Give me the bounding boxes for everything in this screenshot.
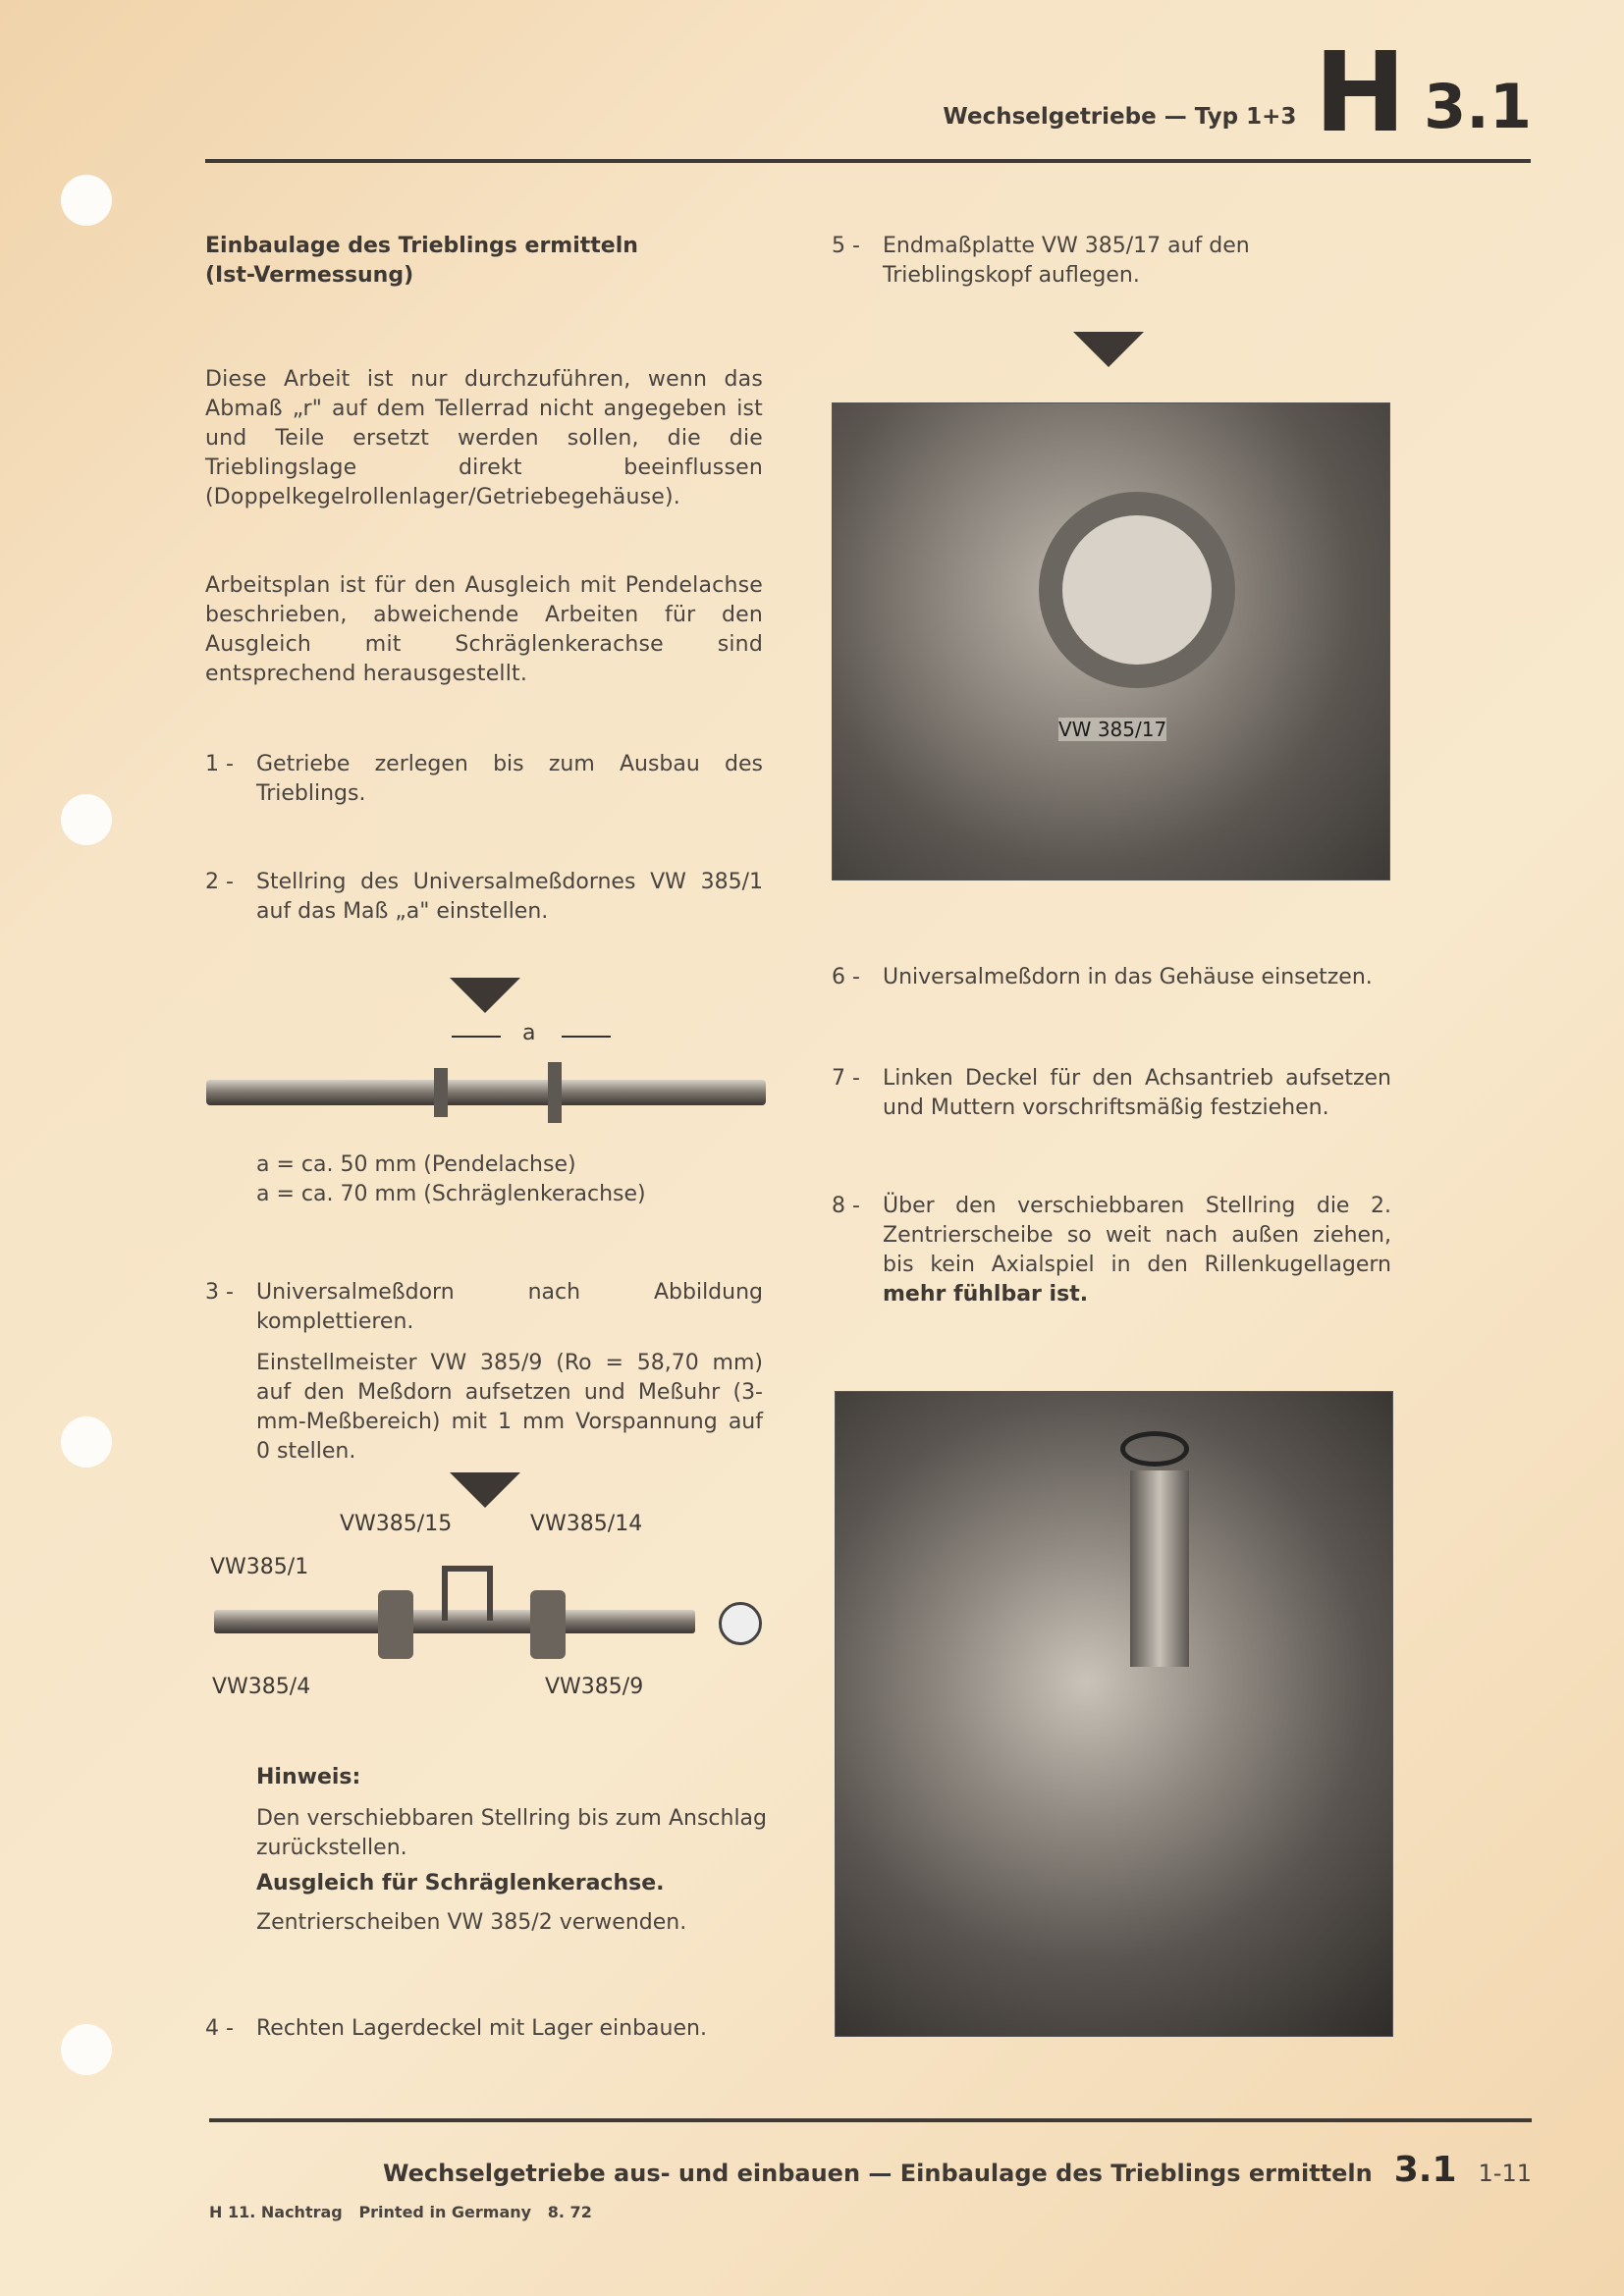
- photo-gearbox-housing: [832, 402, 1390, 881]
- step-number: 6 -: [832, 965, 860, 989]
- footer-rule: [209, 2118, 1532, 2122]
- step-3: [205, 1278, 763, 1467]
- assembled-mandrel-diagram: [206, 1512, 785, 1708]
- label-vw385-14: VW385/14: [530, 1512, 643, 1536]
- note-bold: Ausgleich für Schräglenkerachse.: [256, 1871, 665, 1896]
- left-column: [205, 232, 763, 927]
- photo-mandrel-in-gearbox: [835, 1391, 1393, 2037]
- label-vw385-4: VW385/4: [212, 1675, 311, 1699]
- step-text: Linken Deckel für den Achsantrieb aufsetzen und Muttern vorschriftsmäßig festziehen.: [883, 1066, 1391, 1120]
- step-text: Über den verschiebbaren Stellring die 2. Zentrierscheibe so weit nach außen ziehen, bis kein Axialspiel in den Rillenkugellagern: [883, 1194, 1391, 1277]
- dimension-label-a: a: [522, 1021, 536, 1045]
- step-text-detail: Einstellmeister VW 385/9 (Ro = 58,70 mm) auf den Meßdorn aufsetzen und Meßuhr (3-mm-Meßbereich) mit 1 mm Vorspannung auf 0 stellen.: [256, 1351, 763, 1464]
- step-text: Stellring des Universalmeßdornes VW 385/1 auf das Maß „a" einstellen.: [256, 870, 763, 924]
- note-text: Den verschiebbaren Stellring bis zum Anschlag zurückstellen.: [256, 1806, 767, 1860]
- step-7: [832, 1064, 1391, 1123]
- punch-hole: [61, 175, 112, 226]
- step-6: [832, 963, 1391, 992]
- step-4: [205, 2014, 763, 2044]
- step-text: Getriebe zerlegen bis zum Ausbau des Trieblings.: [256, 752, 763, 806]
- pointer-arrow-icon: [1073, 332, 1144, 367]
- page-header: [943, 29, 1532, 157]
- section-heading: Einbaulage des Trieblings ermitteln: [205, 234, 638, 258]
- step-number: 4 -: [205, 2016, 234, 2041]
- section-letter: H: [1314, 29, 1407, 157]
- step-text: Universalmeßdorn in das Gehäuse einsetzen.: [883, 965, 1373, 989]
- header-rule: [205, 159, 1531, 163]
- footer-title: Wechselgetriebe aus- und einbauen — Einbaulage des Trieblings ermitteln: [382, 2160, 1373, 2187]
- measuring-mandrel-diagram: [206, 1021, 766, 1131]
- note-text-2: Zentrierscheiben VW 385/2 verwenden.: [256, 1910, 687, 1935]
- dial-gauge-icon: [719, 1602, 762, 1645]
- plan-paragraph: Arbeitsplan ist für den Ausgleich mit Pendelachse beschrieben, abweichende Arbeiten für den Ausgleich mit Schräglenkerachse sind entsprechend herausgestellt.: [205, 573, 763, 686]
- dimension-a-pendelachse: a = ca. 50 mm (Pendelachse): [256, 1152, 576, 1177]
- pointer-arrow-icon: [450, 978, 520, 1013]
- punch-hole: [61, 794, 112, 845]
- dimension-a-schraeglenker: a = ca. 70 mm (Schräglenkerachse): [256, 1182, 646, 1206]
- label-vw385-1: VW385/1: [210, 1555, 309, 1579]
- step-text: Rechten Lagerdeckel mit Lager einbauen.: [256, 2016, 707, 2041]
- step-number: 8 -: [832, 1194, 860, 1218]
- step-number: 5 -: [832, 234, 860, 258]
- note-title: Hinweis:: [256, 1765, 361, 1789]
- step-number: 3 -: [205, 1280, 234, 1305]
- step-5: [832, 232, 1391, 291]
- step-number: 7 -: [832, 1066, 860, 1091]
- section-number: 3.1: [1424, 71, 1532, 142]
- label-vw385-15: VW385/15: [340, 1512, 453, 1536]
- photo-label: VW 385/17: [1058, 718, 1167, 741]
- punch-hole: [61, 2024, 112, 2075]
- step-number: 2 -: [205, 870, 234, 894]
- page-footer: [383, 2150, 1532, 2190]
- footer-page-number: 1-11: [1478, 2160, 1532, 2187]
- intro-paragraph: Diese Arbeit ist nur durchzuführen, wenn das Abmaß „r" auf dem Tellerrad nicht angegeben ist und Teile ersetzt werden sollen, die die Trieblingslage direkt beeinflussen (Doppelkegelrollenlager/Getriebegehäuse).: [205, 367, 763, 509]
- header-title: Wechselgetriebe — Typ 1+3: [943, 104, 1297, 130]
- step-text: Endmaßplatte VW 385/17 auf den Trieblingskopf auflegen.: [883, 234, 1250, 288]
- section-subheading: (Ist-Vermessung): [205, 263, 414, 288]
- rotate-arrow-icon: [1120, 1431, 1189, 1467]
- footer-section: 3.1: [1393, 2150, 1457, 2190]
- step-text-bold: mehr fühlbar ist.: [883, 1282, 1089, 1307]
- punch-hole: [61, 1416, 112, 1468]
- step-1: [205, 750, 763, 809]
- pointer-arrow-icon: [450, 1472, 520, 1508]
- label-vw385-9: VW385/9: [545, 1675, 644, 1699]
- step-8: [832, 1192, 1391, 1309]
- step-text: Universalmeßdorn nach Abbildung komplettieren.: [256, 1280, 763, 1334]
- step-2: [205, 868, 763, 927]
- footer-imprint: H 11. Nachtrag Printed in Germany 8. 72: [209, 2203, 592, 2221]
- step-number: 1 -: [205, 752, 234, 776]
